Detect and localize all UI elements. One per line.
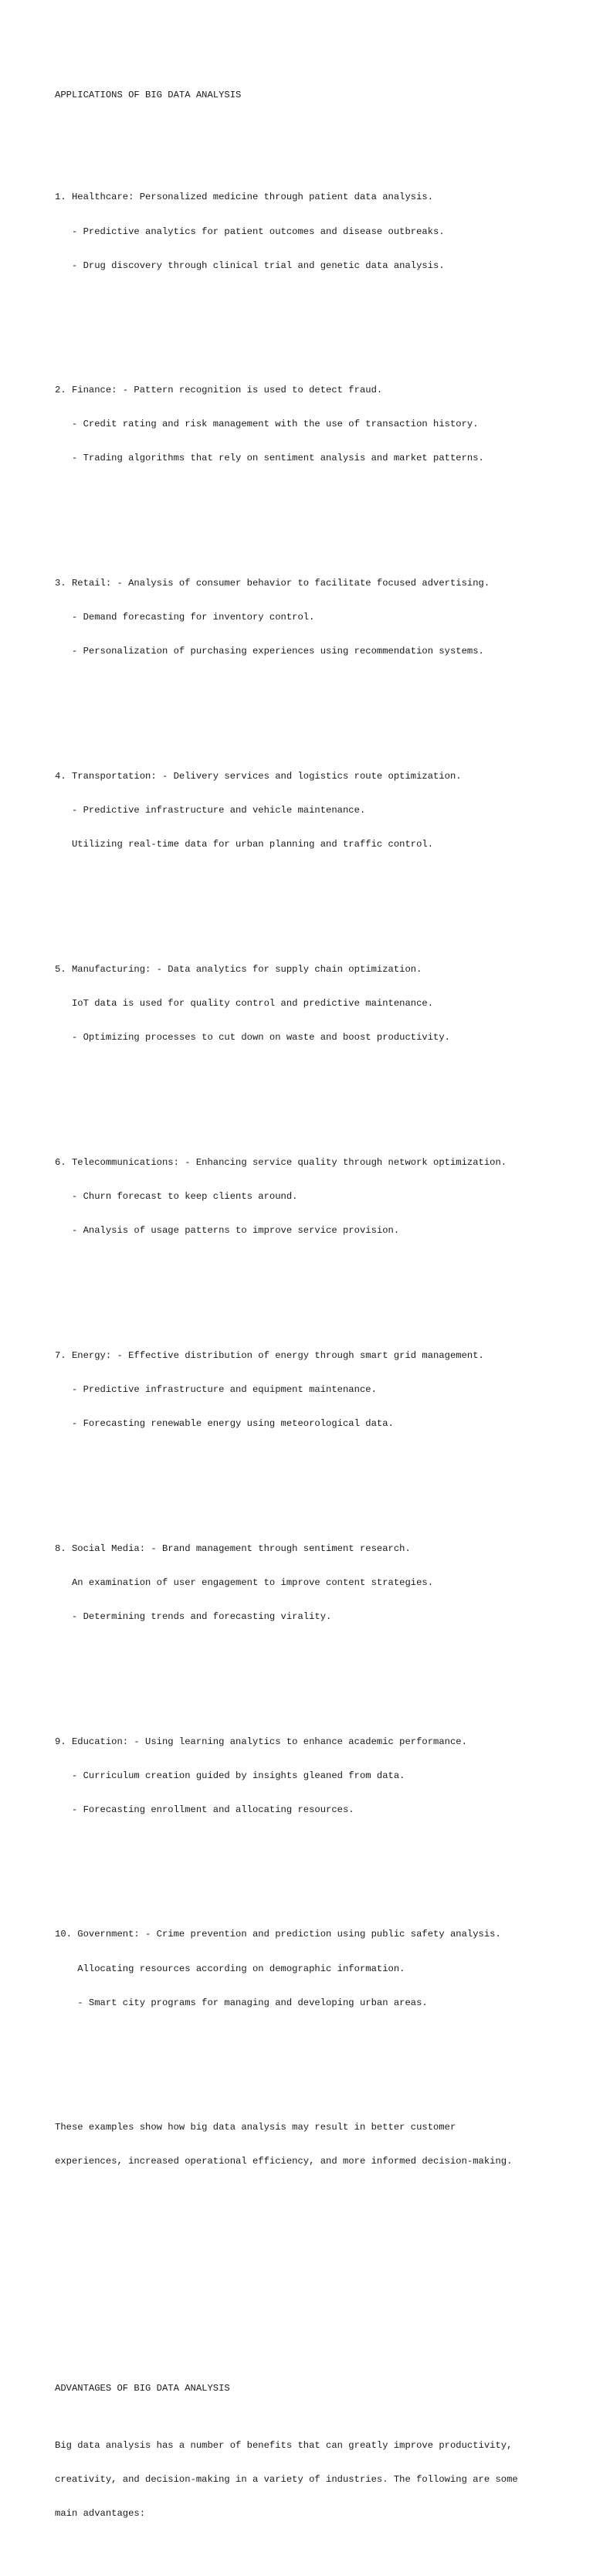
intro-line: creativity, and decision-making in a variety of industries. The following are some: [55, 2474, 518, 2485]
item-line: 7. Energy: - Effective distribution of energy through smart grid management.: [55, 1349, 484, 1361]
spacer: [55, 317, 580, 328]
application-item-finance: [55, 362, 580, 487]
application-item-healthcare: [55, 169, 580, 294]
item-line: Utilizing real-time data for urban planning and traffic control.: [55, 839, 434, 850]
application-item-transportation: [55, 748, 580, 874]
item-line: 5. Manufacturing: - Data analytics for supply chain optimization.: [55, 963, 422, 975]
item-line: - Determining trends and forecasting virality.: [55, 1610, 332, 1622]
item-line: - Forecasting enrollment and allocating resources.: [55, 1804, 354, 1815]
item-line: - Forecasting renewable energy using meteorological data.: [55, 1417, 394, 1429]
application-item-education: [55, 1713, 580, 1838]
item-line: - Smart city programs for managing and developing urban areas.: [55, 1997, 428, 2008]
item-line: IoT data is used for quality control and predictive maintenance.: [55, 998, 434, 1010]
item-line: - Predictive infrastructure and vehicle maintenance.: [55, 805, 366, 816]
application-item-telecommunications: [55, 1134, 580, 1259]
spacer: [55, 124, 580, 135]
application-item-social-media: [55, 1520, 580, 1645]
item-line: 10. Government: - Crime prevention and prediction using public safety analysis.: [55, 1929, 501, 1940]
intro-line: Big data analysis has a number of benefits that can greatly improve productivity,: [55, 2439, 513, 2451]
conclusion-line: These examples show how big data analysis may result in better customer: [55, 2122, 456, 2133]
item-line: 9. Education: - Using learning analytics to enhance academic performance.: [55, 1736, 467, 1747]
item-line: - Predictive infrastructure and equipment maintenance.: [55, 1383, 377, 1395]
spacer: [55, 1475, 580, 1486]
applications-heading: APPLICATIONS OF BIG DATA ANALYSIS: [55, 90, 242, 101]
spacer: [55, 2054, 580, 2065]
spacer: [55, 703, 580, 714]
item-line: - Predictive analytics for patient outcomes and disease outbreaks.: [55, 226, 445, 237]
item-line: - Curriculum creation guided by insights gleaned from data.: [55, 1770, 405, 1781]
spacer: [55, 1282, 580, 1294]
advantages-intro: [55, 2418, 580, 2543]
item-line: - Optimizing processes to cut down on waste and boost productivity.: [55, 1032, 450, 1044]
section-spacer: [55, 2225, 580, 2350]
item-line: 1. Healthcare: Personalized medicine through patient data analysis.: [55, 192, 434, 203]
item-line: 6. Telecommunications: - Enhancing service quality through network optimization.: [55, 1156, 507, 1168]
item-line: Allocating resources according on demographic information.: [55, 1963, 405, 1974]
conclusion-line: experiences, increased operational efficiency, and more informed decision-making.: [55, 2156, 513, 2167]
item-line: - Trading algorithms that rely on sentiment analysis and market patterns.: [55, 453, 484, 464]
item-line: - Credit rating and risk management with the use of transaction history.: [55, 419, 479, 430]
item-line: 4. Transportation: - Delivery services and logistics route optimization.: [55, 771, 462, 782]
document-body: [55, 56, 580, 2576]
spacer: [55, 1089, 580, 1101]
item-line: - Churn forecast to keep clients around.: [55, 1190, 298, 1202]
item-line: An examination of user engagement to improve content strategies.: [55, 1576, 434, 1588]
item-line: 2. Finance: - Pattern recognition is used to detect fraud.: [55, 385, 383, 396]
applications-conclusion: [55, 2099, 580, 2191]
application-item-retail: [55, 555, 580, 680]
spacer: [55, 1861, 580, 1872]
advantages-heading: ADVANTAGES OF BIG DATA ANALYSIS: [55, 2383, 230, 2394]
application-item-government: [55, 1906, 580, 2031]
item-line: 3. Retail: - Analysis of consumer behavior to facilitate focused advertising.: [55, 578, 490, 589]
item-line: - Demand forecasting for inventory control.: [55, 612, 315, 623]
item-line: - Drug discovery through clinical trial and genetic data analysis.: [55, 260, 445, 271]
item-line: 8. Social Media: - Brand management through sentiment research.: [55, 1543, 411, 1554]
application-item-manufacturing: [55, 942, 580, 1067]
spacer: [55, 510, 580, 521]
application-item-energy: [55, 1327, 580, 1452]
item-line: - Personalization of purchasing experiences using recommendation systems.: [55, 646, 484, 657]
item-line: - Analysis of usage patterns to improve service provision.: [55, 1225, 400, 1237]
spacer: [55, 896, 580, 908]
intro-line: main advantages:: [55, 2508, 146, 2520]
spacer: [55, 1668, 580, 1679]
